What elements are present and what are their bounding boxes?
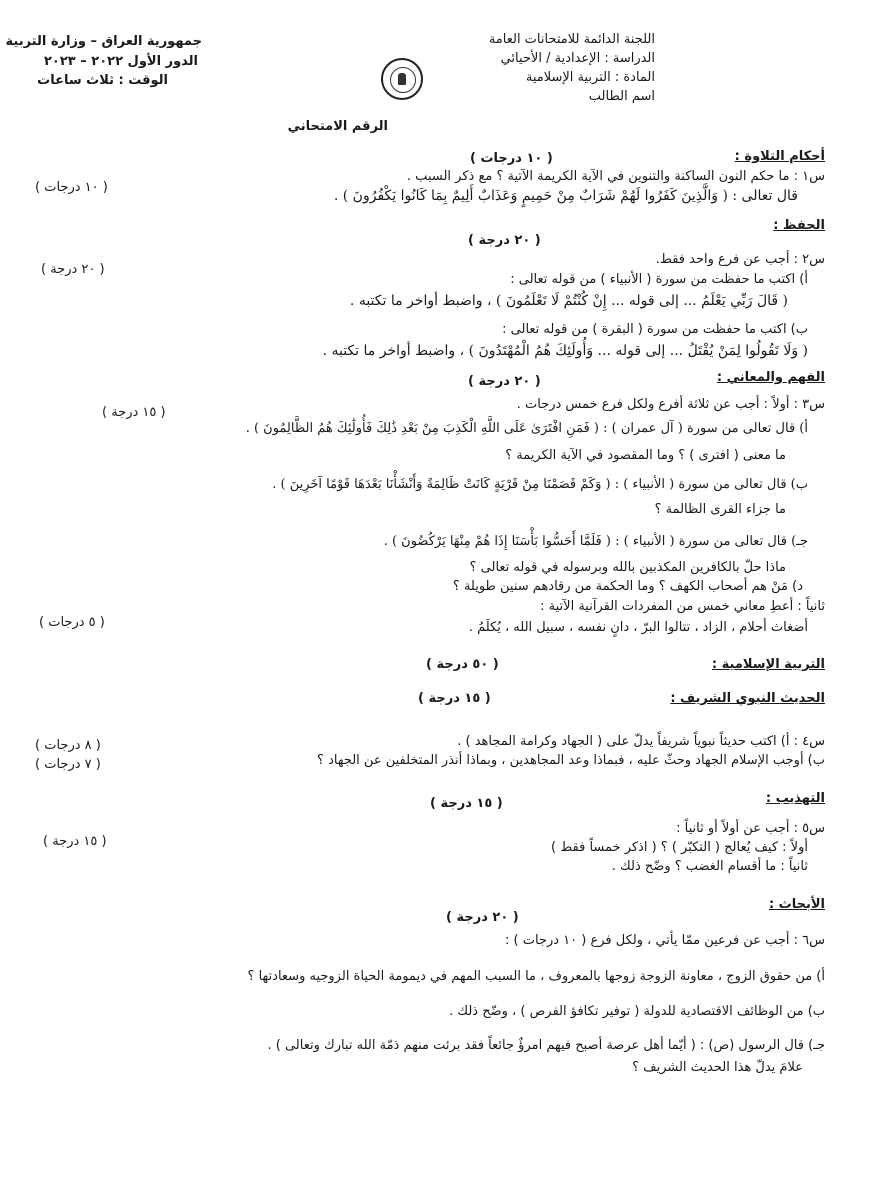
q3-c-line: جـ) قال تعالى من سورة ( الأنبياء ) : ( فَلَمَّا أَحَسُّوا بَأْسَنَا إِذَا هُمْ مِنْهَا يَرْكُضُونَ ) .: [383, 534, 808, 549]
q4-a-text: س٤ : أ) اكتب حديثاً نبوياً شريفاً يدلّ على ( الجهاد وكرامة المجاهد ) .: [457, 734, 825, 749]
q3-vocab-words: أضغاث أحلام ، الزاد ، تتالوا البرّ ، دانٍ نفسه ، سبيل الله ، يُكلَمُ .: [468, 620, 808, 635]
q4-a-marks: ( ٨ درجات ): [35, 738, 101, 753]
q5-first: أولاً : كيف يُعالج ( التكبّر ) ؟ ( اذكر خمساً فقط ): [550, 840, 808, 855]
q1-verse: قال تعالى : ( وَالَّذِينَ كَفَرُوا لَهُمْ شَرَابٌ مِنْ حَمِيمٍ وَعَذَابٌ أَلِيمٌ بِمَا كَانُوا يَكْفُرُونَ ) .: [333, 188, 798, 204]
q3-c-question: ماذا حلّ بالكافرين المكذبين بالله وبرسوله في قوله تعالى ؟: [469, 560, 786, 575]
q3-b-question: ما جزاء القرى الظالمة ؟: [654, 502, 786, 517]
q4-b-marks: ( ٧ درجات ): [35, 757, 101, 772]
q2-a-verse: ( قَالَ رَبِّي يَعْلَمُ ... إلى قوله ... إِنْ كُنْتُمْ لَا تَعْلَمُونَ ) ، واضبط أواخر ما تكتبه .: [349, 293, 788, 309]
q3-b-line: ب) قال تعالى من سورة ( الأنبياء ) : ( وَكَمْ قَصَمْنَا مِنْ قَرْيَةٍ كَانَتْ ظَالِمَةً وَأَنْشَأْنَا بَعْدَهَا قَوْمًا آخَرِينَ ) .: [272, 477, 808, 492]
section-tahdhib-marks: ( ١٥ درجة ): [430, 796, 503, 811]
header-time: الوقت : ثلاث ساعات: [37, 73, 168, 88]
section-tilawa-title: أحكام التلاوة :: [734, 149, 825, 164]
section-hifz-title: الحفظ :: [773, 218, 825, 233]
q6-c: جـ) قال الرسول (ص) : ( أيّما أهل عرصة أصبح فيهم امرؤٌ جائعاً فقد برئت منهم ذمّة الله تبارك وتعالى ) .: [267, 1038, 825, 1053]
q6-text: س٦ : أجب عن فرعين ممّا يأتي ، ولكل فرع ( ١٠ درجات ) :: [505, 933, 825, 948]
q1-text: س١ : ما حكم النون الساكنة والتنوين في الآية الكريمة الآتية ؟ مع ذكر السبب .: [406, 169, 825, 184]
header-committee: اللجنة الدائمة للامتحانات العامة: [488, 32, 655, 47]
q2-b-line: ب) اكتب ما حفظت من سورة ( البقرة ) من قوله تعالى :: [502, 322, 808, 337]
q5-second: ثانياً : ما أقسام الغضب ؟ وضّح ذلك .: [611, 859, 808, 874]
section-fahm-title: الفهم والمعاني :: [716, 370, 825, 385]
q3-text: س٣ : أولاً : أجب عن ثلاثة أفرع ولكل فرع خمس درجات .: [516, 397, 825, 412]
q3-marks: ( ١٥ درجة ): [102, 405, 166, 420]
header-subject: المادة : التربية الإسلامية: [525, 70, 655, 85]
q2-marks: ( ٢٠ درجة ): [41, 262, 105, 277]
q5-marks: ( ١٥ درجة ): [43, 834, 107, 849]
q2-text: س٢ : أجب عن فرع واحد فقط.: [655, 252, 825, 267]
section-tahdhib-title: التهذيب :: [765, 791, 825, 806]
section-hifz-marks: ( ٢٠ درجة ): [468, 233, 541, 248]
q3-a-question: ما معنى ( افترى ) ؟ وما المقصود في الآية الكريمة ؟: [505, 448, 786, 463]
section-tarbiya-title: التربية الإسلامية :: [711, 657, 825, 672]
section-tilawa-marks: ( ١٠ درجات ): [470, 151, 553, 166]
exam-number-label: الرقم الامتحاني: [287, 119, 388, 134]
q6-b: ب) من الوظائف الاقتصادية للدولة ( توفير تكافؤ الفرص ) ، وضّح ذلك .: [449, 1004, 825, 1019]
ministry-seal-icon: [381, 58, 423, 100]
header-session: الدور الأول ٢٠٢٢ – ٢٠٢٣: [43, 54, 198, 69]
q1-marks: ( ١٠ درجات ): [35, 180, 108, 195]
header-study: الدراسة : الإعدادية / الأحيائي: [500, 51, 655, 66]
header-republic: جمهورية العراق – وزارة التربية: [5, 34, 202, 49]
q3-second-part: ثانياً : أعطِ معاني خمس من المفردات القرآنية الآتية :: [540, 599, 825, 614]
q3-second-marks: ( ٥ درجات ): [39, 615, 105, 630]
q6-c-question: علامَ يدلّ هذا الحديث الشريف ؟: [632, 1060, 803, 1075]
section-hadith-marks: ( ١٥ درجة ): [418, 691, 491, 706]
q4-b-text: ب) أوجب الإسلام الجهاد وحثّ عليه ، فبماذا وعد المجاهدين ، وبماذا أنذر المتخلفين عن الجهاد ؟: [317, 753, 825, 768]
section-fahm-marks: ( ٢٠ درجة ): [468, 374, 541, 389]
section-hadith-title: الحديث النبوي الشريف :: [670, 691, 825, 706]
section-abhath-marks: ( ٢٠ درجة ): [446, 910, 519, 925]
q5-text: س٥ : أجب عن أولاً أو ثانياً :: [676, 821, 825, 836]
q6-a: أ) من حقوق الزوج ، معاونة الزوجة زوجها بالمعروف ، ما السبب المهم في ديمومة الحياة الزوجيه وسعادتها ؟: [247, 969, 825, 984]
q3-a-line: أ) قال تعالى من سورة ( آل عمران ) : ( فَمَنِ افْتَرَىٰ عَلَى اللَّهِ الْكَذِبَ مِنْ بَعْدِ ذَٰلِكَ فَأُولَٰئِكَ هُمُ الظَّالِمُونَ ) .: [245, 421, 808, 436]
q3-d-line: د) مَنْ هم أصحاب الكهف ؟ وما الحكمة من رقادهم سنين طويلة ؟: [452, 579, 803, 594]
q2-b-verse: ( وَلَا تَقُولُوا لِمَنْ يُقْتَلُ ... إلى قوله ... وَأُولَئِكَ هُمُ الْمُهْتَدُونَ ) ، واضبط أواخر ما تكتبه .: [322, 343, 808, 359]
q2-a-line: أ) اكتب ما حفظت من سورة ( الأنبياء ) من قوله تعالى :: [510, 272, 808, 287]
section-tarbiya-marks: ( ٥٠ درجة ): [426, 657, 499, 672]
header-student-name: اسم الطالب: [588, 89, 655, 104]
section-abhath-title: الأبحاث :: [768, 897, 825, 912]
